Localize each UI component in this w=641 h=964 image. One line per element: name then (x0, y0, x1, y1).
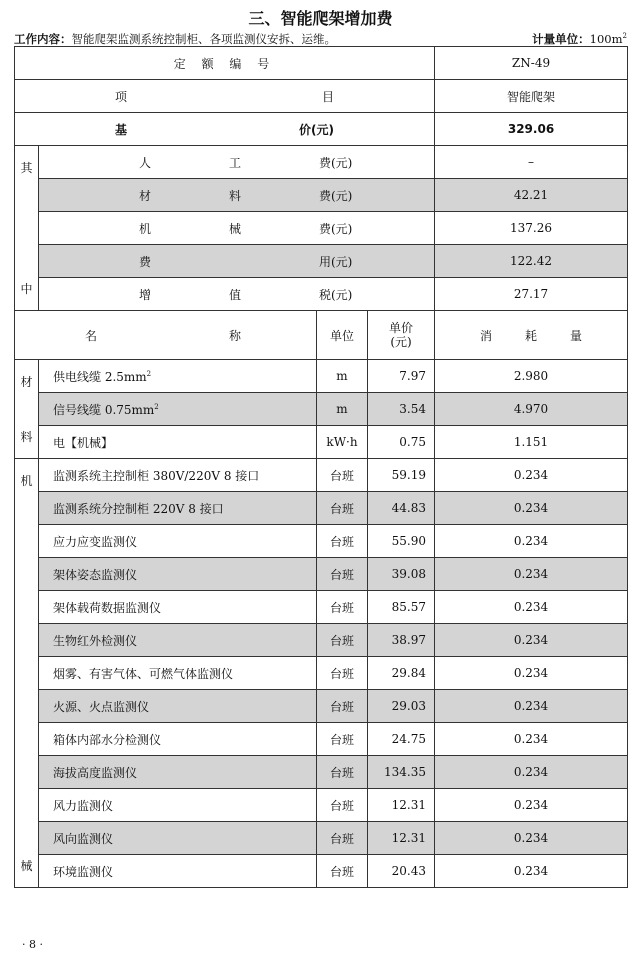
machinery-row-name-text: 箱体内部水分检测仪 (53, 732, 162, 747)
breakdown-label-text (39, 253, 434, 270)
material-row-name-text: 供电线缆 2.5mm (53, 369, 147, 384)
machinery-row-price: 39.08 (368, 558, 435, 591)
machinery-row-name (39, 492, 317, 525)
machinery-row (15, 558, 628, 591)
measure-unit (532, 31, 627, 47)
machinery-row-price: 55.90 (368, 525, 435, 558)
materials-side-label-char: 材 (20, 374, 33, 389)
machinery-row-unit: 台班 (317, 690, 368, 723)
breakdown-part: 费(元) (319, 155, 353, 170)
name-header-left: 名 (85, 328, 98, 343)
machinery-row-price: 12.31 (368, 789, 435, 822)
consumption-header (435, 311, 628, 360)
machinery-row-name-text: 生物红外检测仪 (53, 633, 138, 648)
breakdown-row (15, 278, 628, 311)
material-row-unit: m (317, 360, 368, 393)
material-row-name (39, 426, 317, 459)
breakdown-side-label-text (15, 160, 38, 297)
price-header-l1: 单价 (389, 321, 414, 335)
machinery-row-unit: 台班 (317, 492, 368, 525)
unit-value: 100m (589, 32, 623, 46)
material-row-qty: 4.970 (435, 393, 628, 426)
breakdown-value: 137.26 (435, 212, 628, 245)
work-text: 智能爬架监测系统控制柜、各项监测仪安拆、运维。 (71, 32, 336, 46)
machinery-row-name-text: 风力监测仪 (53, 798, 114, 813)
machinery-row-name-text: 环境监测仪 (53, 864, 114, 879)
breakdown-part (229, 253, 319, 270)
breakdown-label (39, 179, 435, 212)
material-row-qty: 2.980 (435, 360, 628, 393)
machinery-row-qty: 0.234 (435, 624, 628, 657)
machinery-side-label-text (15, 473, 38, 874)
materials-side-label-text (15, 374, 38, 445)
breakdown-label-text (39, 154, 434, 171)
consumption-header-text (435, 327, 627, 344)
machinery-row-name (39, 657, 317, 690)
breakdown-label-text (39, 187, 434, 204)
machinery-row-name-text: 风向监测仪 (53, 831, 114, 846)
breakdown-part: 费(元) (319, 188, 353, 203)
breakdown-part: 人 (139, 155, 152, 170)
machinery-row-qty: 0.234 (435, 558, 628, 591)
work-content (14, 31, 336, 47)
breakdown-part: 料 (229, 188, 242, 203)
material-row-price: 3.54 (368, 393, 435, 426)
machinery-row-price: 12.31 (368, 822, 435, 855)
machinery-row-unit: 台班 (317, 459, 368, 492)
machinery-row-qty: 0.234 (435, 525, 628, 558)
breakdown-row (15, 245, 628, 278)
name-header-text (15, 327, 316, 344)
consumption-header-char: 量 (569, 328, 582, 343)
page-title: 三、智能爬架增加费 (248, 9, 393, 28)
material-row-name-text: 信号线缆 0.75mm (53, 402, 155, 417)
quota-no-label: 定 额 编 号 (15, 47, 435, 80)
breakdown-value: 27.17 (435, 278, 628, 311)
breakdown-part: 用(元) (319, 254, 353, 269)
base-price-label (15, 113, 435, 146)
material-row-name (39, 393, 317, 426)
machinery-row-unit: 台班 (317, 525, 368, 558)
machinery-row-price: 85.57 (368, 591, 435, 624)
machinery-row (15, 723, 628, 756)
machinery-row (15, 591, 628, 624)
item-label-right: 目 (322, 89, 335, 104)
machinery-row-unit: 台班 (317, 855, 368, 888)
machinery-row-qty: 0.234 (435, 690, 628, 723)
machinery-row-price: 29.03 (368, 690, 435, 723)
machinery-row-qty: 0.234 (435, 855, 628, 888)
material-row-price: 0.75 (368, 426, 435, 459)
breakdown-value: 42.21 (435, 179, 628, 212)
breakdown-row (15, 179, 628, 212)
machinery-row-name (39, 855, 317, 888)
machinery-row-unit: 台班 (317, 591, 368, 624)
machinery-row-qty: 0.234 (435, 789, 628, 822)
material-row-name-text: 电【机械】 (53, 435, 114, 450)
machinery-row-qty: 0.234 (435, 756, 628, 789)
breakdown-value: – (435, 146, 628, 179)
unit-label: 计量单位： (532, 32, 590, 46)
page-number: · 8 · (22, 938, 43, 951)
machinery-row (15, 855, 628, 888)
materials-side-label-char: 料 (20, 429, 33, 444)
machinery-side-label (15, 459, 39, 888)
material-row (15, 393, 628, 426)
breakdown-label (39, 245, 435, 278)
breakdown-side-label (15, 146, 39, 311)
breakdown-row (15, 146, 628, 179)
material-row (15, 426, 628, 459)
name-header (15, 311, 317, 360)
machinery-row-price: 44.83 (368, 492, 435, 525)
machinery-row-unit: 台班 (317, 789, 368, 822)
machinery-row-price: 59.19 (368, 459, 435, 492)
machinery-row (15, 756, 628, 789)
machinery-row (15, 492, 628, 525)
breakdown-part: 械 (229, 221, 242, 236)
machinery-row-unit: 台班 (317, 723, 368, 756)
breakdown-label (39, 212, 435, 245)
base-price-right: 价(元) (299, 122, 335, 137)
machinery-row (15, 657, 628, 690)
consumption-header-char: 消 (480, 328, 493, 343)
machinery-row-name-text: 应力应变监测仪 (53, 534, 138, 549)
machinery-row-name (39, 822, 317, 855)
machinery-row-unit: 台班 (317, 624, 368, 657)
unit-header: 单位 (317, 311, 368, 360)
breakdown-part: 材 (139, 188, 152, 203)
item-label-left: 项 (115, 89, 128, 104)
breakdown-side-label-char: 中 (20, 281, 33, 296)
quota-no-row (15, 47, 628, 80)
item-row (15, 80, 628, 113)
breakdown-label-text (39, 220, 434, 237)
machinery-row-name (39, 723, 317, 756)
breakdown-label (39, 146, 435, 179)
machinery-row-price: 134.35 (368, 756, 435, 789)
material-row (15, 360, 628, 393)
machinery-row-name (39, 525, 317, 558)
materials-side-label (15, 360, 39, 459)
machinery-row-qty: 0.234 (435, 723, 628, 756)
breakdown-side-label-char: 其 (20, 160, 33, 175)
breakdown-label-text (39, 286, 434, 303)
material-row-name (39, 360, 317, 393)
machinery-row-unit: 台班 (317, 657, 368, 690)
machinery-row-name (39, 459, 317, 492)
machinery-row (15, 822, 628, 855)
breakdown-part: 机 (139, 221, 152, 236)
machinery-row-price: 29.84 (368, 657, 435, 690)
breakdown-part: 费 (139, 254, 152, 269)
machinery-row-name-text: 烟雾、有害气体、可燃气体监测仪 (53, 666, 234, 681)
machinery-row-name-text: 架体姿态监测仪 (53, 567, 138, 582)
machinery-row-name (39, 558, 317, 591)
item-name: 智能爬架 (435, 80, 628, 113)
name-header-right: 称 (228, 328, 241, 343)
material-row-unit: kW·h (317, 426, 368, 459)
price-header (368, 311, 435, 360)
machinery-row (15, 690, 628, 723)
machinery-row-unit: 台班 (317, 822, 368, 855)
machinery-row (15, 525, 628, 558)
machinery-row (15, 624, 628, 657)
material-row-price: 7.97 (368, 360, 435, 393)
breakdown-label (39, 278, 435, 311)
breakdown-part: 值 (229, 287, 242, 302)
breakdown-value: 122.42 (435, 245, 628, 278)
machinery-row-name-text: 火源、火点监测仪 (53, 699, 150, 714)
breakdown-row (15, 212, 628, 245)
base-price-left: 基 (115, 122, 128, 137)
machinery-row-unit: 台班 (317, 756, 368, 789)
machinery-side-label-char: 机 (20, 473, 33, 488)
machinery-row-name-text: 监测系统主控制柜 380V/220V 8 接口 (53, 468, 260, 483)
unit-sup: 2 (622, 32, 627, 41)
quota-no-value: ZN-49 (435, 47, 628, 80)
column-header-row (15, 311, 628, 360)
machinery-row (15, 459, 628, 492)
material-row-name-sup: 2 (154, 402, 159, 411)
machinery-row-name-text: 海拔高度监测仪 (53, 765, 138, 780)
consumption-header-char: 耗 (525, 328, 538, 343)
breakdown-part: 费(元) (319, 221, 353, 236)
machinery-row-qty: 0.234 (435, 657, 628, 690)
machinery-row-price: 20.43 (368, 855, 435, 888)
machinery-row-price: 38.97 (368, 624, 435, 657)
material-row-qty: 1.151 (435, 426, 628, 459)
breakdown-part: 工 (229, 155, 242, 170)
machinery-row-qty: 0.234 (435, 822, 628, 855)
machinery-row-unit: 台班 (317, 558, 368, 591)
machinery-row-price: 24.75 (368, 723, 435, 756)
machinery-row-name (39, 789, 317, 822)
work-label: 工作内容： (14, 32, 72, 46)
machinery-row-name-text: 架体载荷数据监测仪 (53, 600, 162, 615)
machinery-row-name (39, 624, 317, 657)
machinery-row-name (39, 756, 317, 789)
machinery-row-name (39, 690, 317, 723)
quota-table (14, 46, 628, 888)
item-label (15, 80, 435, 113)
base-price-value: 329.06 (435, 113, 628, 146)
machinery-row-qty: 0.234 (435, 591, 628, 624)
base-price-row (15, 113, 628, 146)
breakdown-part: 增 (139, 287, 152, 302)
machinery-row-qty: 0.234 (435, 459, 628, 492)
material-row-name-sup: 2 (146, 369, 152, 378)
machinery-row-name (39, 591, 317, 624)
material-row-unit: m (317, 393, 368, 426)
machinery-row (15, 789, 628, 822)
price-header-l2: (元) (390, 335, 412, 349)
machinery-row-qty: 0.234 (435, 492, 628, 525)
machinery-side-label-char: 械 (20, 858, 33, 873)
machinery-row-name-text: 监测系统分控制柜 220V 8 接口 (53, 501, 224, 516)
breakdown-part: 税(元) (319, 287, 353, 302)
